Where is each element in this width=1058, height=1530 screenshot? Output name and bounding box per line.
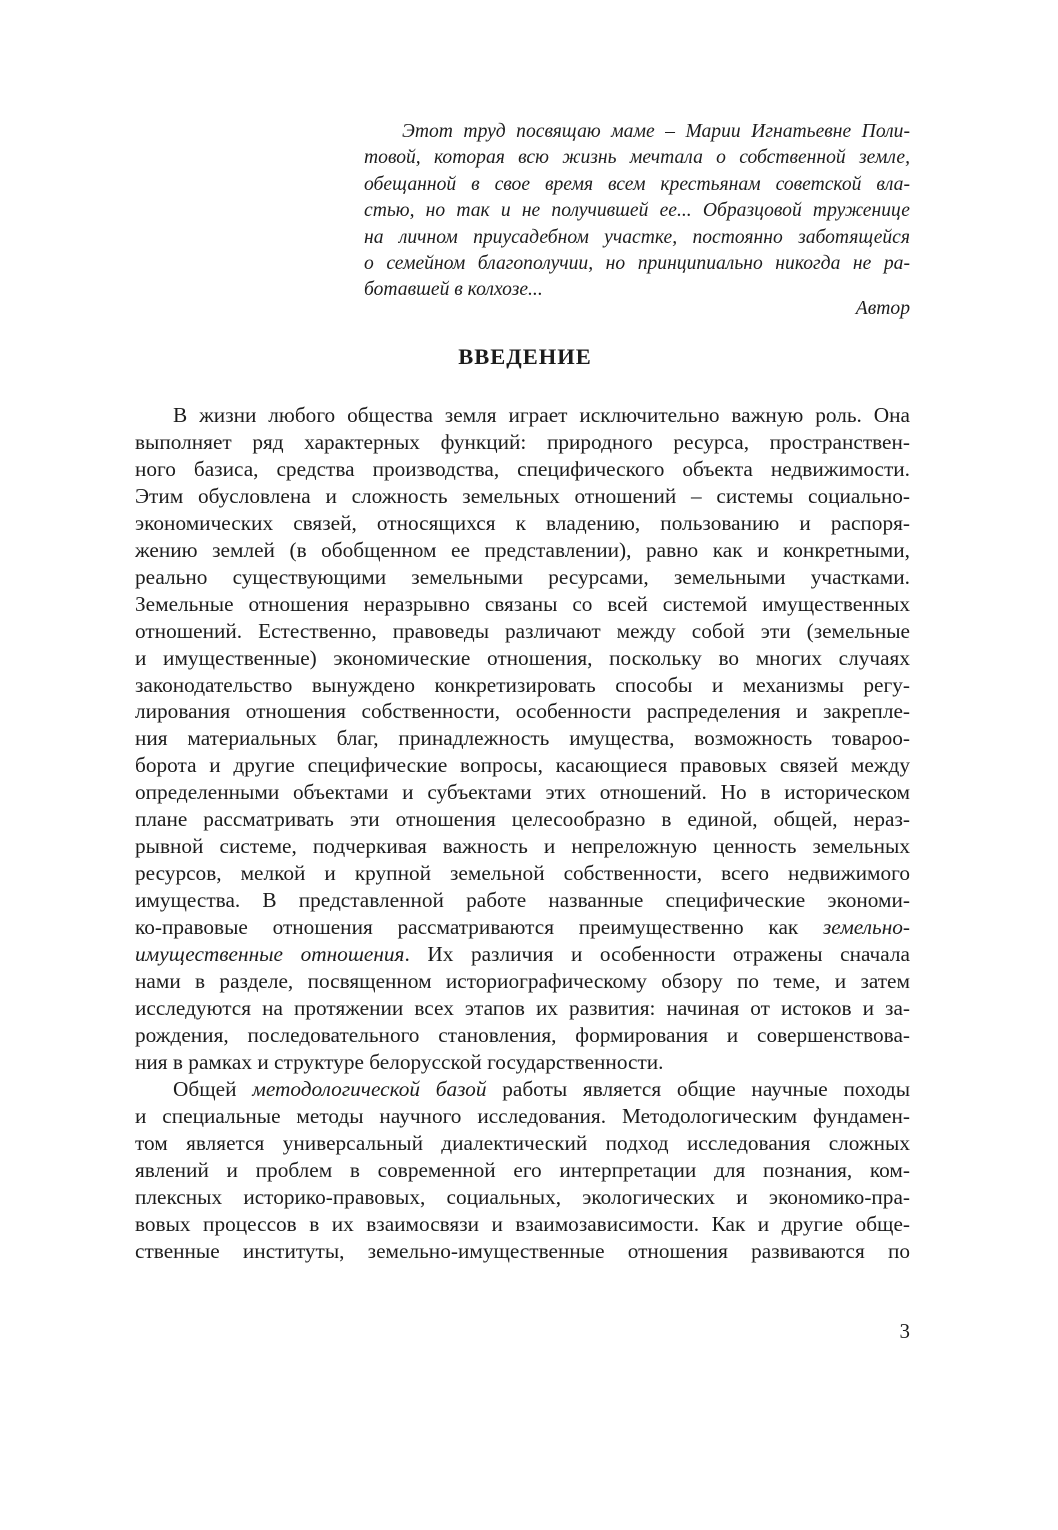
paragraph-line bbox=[135, 914, 910, 941]
paragraph-line: и имущественные) экономические отношения, поскольку во многих случаях bbox=[135, 645, 910, 670]
paragraph-line: Этим обусловлена и сложность земельных отношений – системы социально- bbox=[135, 483, 910, 508]
paragraph-line: ственные институты, земельно-имущественные отношения развиваются по bbox=[135, 1238, 910, 1263]
paragraph-line: том является универсальный диалектический подход исследования сложных bbox=[135, 1130, 910, 1155]
paragraph-text: ко-правовые отношения рассматриваются преимущественно как bbox=[135, 915, 823, 940]
dedication-line: ботавшей в колхозе... bbox=[364, 279, 543, 301]
paragraph-line: экономических связей, относящихся к владению, пользованию и распоря- bbox=[135, 510, 910, 535]
emphasis-text: земельно- bbox=[822, 915, 910, 940]
paragraph-line: определенными объектами и субъектами этих отношений. Но в историческом bbox=[135, 780, 910, 805]
dedication-line: товой, которая всю жизнь мечтала о собственной земле, bbox=[364, 147, 910, 169]
paragraph-text: Общей bbox=[173, 1076, 253, 1101]
paragraph-line: отношений. Естественно, правоведы различают между собой эти (земельные bbox=[135, 618, 910, 643]
paragraph-line: реально существующими земельными ресурсами, земельными участками. bbox=[135, 564, 910, 589]
paragraph-line: ресурсов, мелкой и крупной земельной собственности, всего недвижимого bbox=[135, 861, 910, 886]
paragraph-line: выполняет ряд характерных функций: природного ресурса, пространствен- bbox=[135, 429, 910, 454]
paragraph-line: вовых процессов в их взаимосвязи и взаимозависимости. Как и другие обще- bbox=[135, 1211, 910, 1236]
paragraph-line: ния материальных благ, принадлежность имущества, возможность товароо- bbox=[135, 726, 910, 751]
dedication-signature: Автор bbox=[855, 298, 910, 319]
emphasis-text: методологической базой bbox=[252, 1076, 487, 1101]
page-number: 3 bbox=[899, 1319, 910, 1343]
paragraph-line: имущества. В представленной работе названные специфические экономи- bbox=[135, 888, 910, 913]
paragraph-line bbox=[135, 941, 910, 968]
paragraph-line: плане рассматривать эти отношения целесообразно в единой, общей, нераз- bbox=[135, 807, 910, 832]
paragraph-line: и специальные методы научного исследования. Методологическим фундамен- bbox=[135, 1103, 910, 1128]
paragraph-line: жению землей (в обобщенном ее представлении), равно как и конкретными, bbox=[135, 537, 910, 562]
paragraph-line bbox=[135, 1076, 910, 1103]
dedication-line: обещанной в свое время всем крестьянам советской вла- bbox=[364, 173, 910, 195]
paragraph-line: рождения, последовательного становления, формирования и совершенствова- bbox=[135, 1022, 910, 1047]
dedication-line: стью, но так и не получившей ее... Образцовой труженице bbox=[364, 200, 910, 222]
paragraph-line: рывной системе, подчеркивая важность и непреложную ценность земельных bbox=[135, 834, 910, 859]
paragraph-line: исследуются на протяжении всех этапов их развития: начиная от истоков и за- bbox=[135, 995, 910, 1020]
paragraph-line: плексных историко-правовых, социальных, экологических и экономико-пра- bbox=[135, 1184, 910, 1209]
paragraph-line: В жизни любого общества земля играет исключительно важную роль. Она bbox=[173, 403, 910, 427]
paragraph-line: лирования отношения собственности, особенности распределения и закрепле- bbox=[135, 699, 910, 724]
paragraph-line: законодательство вынуждено конкретизировать способы и механизмы регу- bbox=[135, 672, 910, 697]
section-heading: ВВЕДЕНИЕ bbox=[458, 344, 592, 369]
dedication-line: о семейном благополучии, но принципиально никогда не ра- bbox=[364, 253, 910, 275]
dedication-line: на личном приусадебном участке, постоянно заботящейся bbox=[364, 226, 910, 248]
paragraph-line: Земельные отношения неразрывно связаны со всей системой имущественных bbox=[135, 591, 910, 616]
dedication-line: Этот труд посвящаю маме – Марии Игнатьевне Поли- bbox=[402, 121, 910, 142]
paragraph-line: ния в рамках и структуре белорусской государственности. bbox=[135, 1049, 664, 1074]
body-text bbox=[135, 402, 910, 1265]
paragraph-text: . Их различия и особенности отражены сначала bbox=[404, 942, 910, 967]
paragraph-line: борота и другие специфические вопросы, касающиеся правовых связей между bbox=[135, 753, 910, 778]
paragraph-line: нами в разделе, посвященном историографическому обзору по теме, и затем bbox=[135, 969, 910, 994]
emphasis-text: имущественные отношения bbox=[135, 942, 405, 967]
paragraph-text: работы является общие научные походы bbox=[486, 1076, 910, 1101]
dedication-epigraph bbox=[364, 119, 910, 304]
paragraph-line: явлений и проблем в современной его интерпретации для познания, ком- bbox=[135, 1157, 910, 1182]
paragraph-line: ного базиса, средства производства, специфического объекта недвижимости. bbox=[135, 456, 910, 481]
